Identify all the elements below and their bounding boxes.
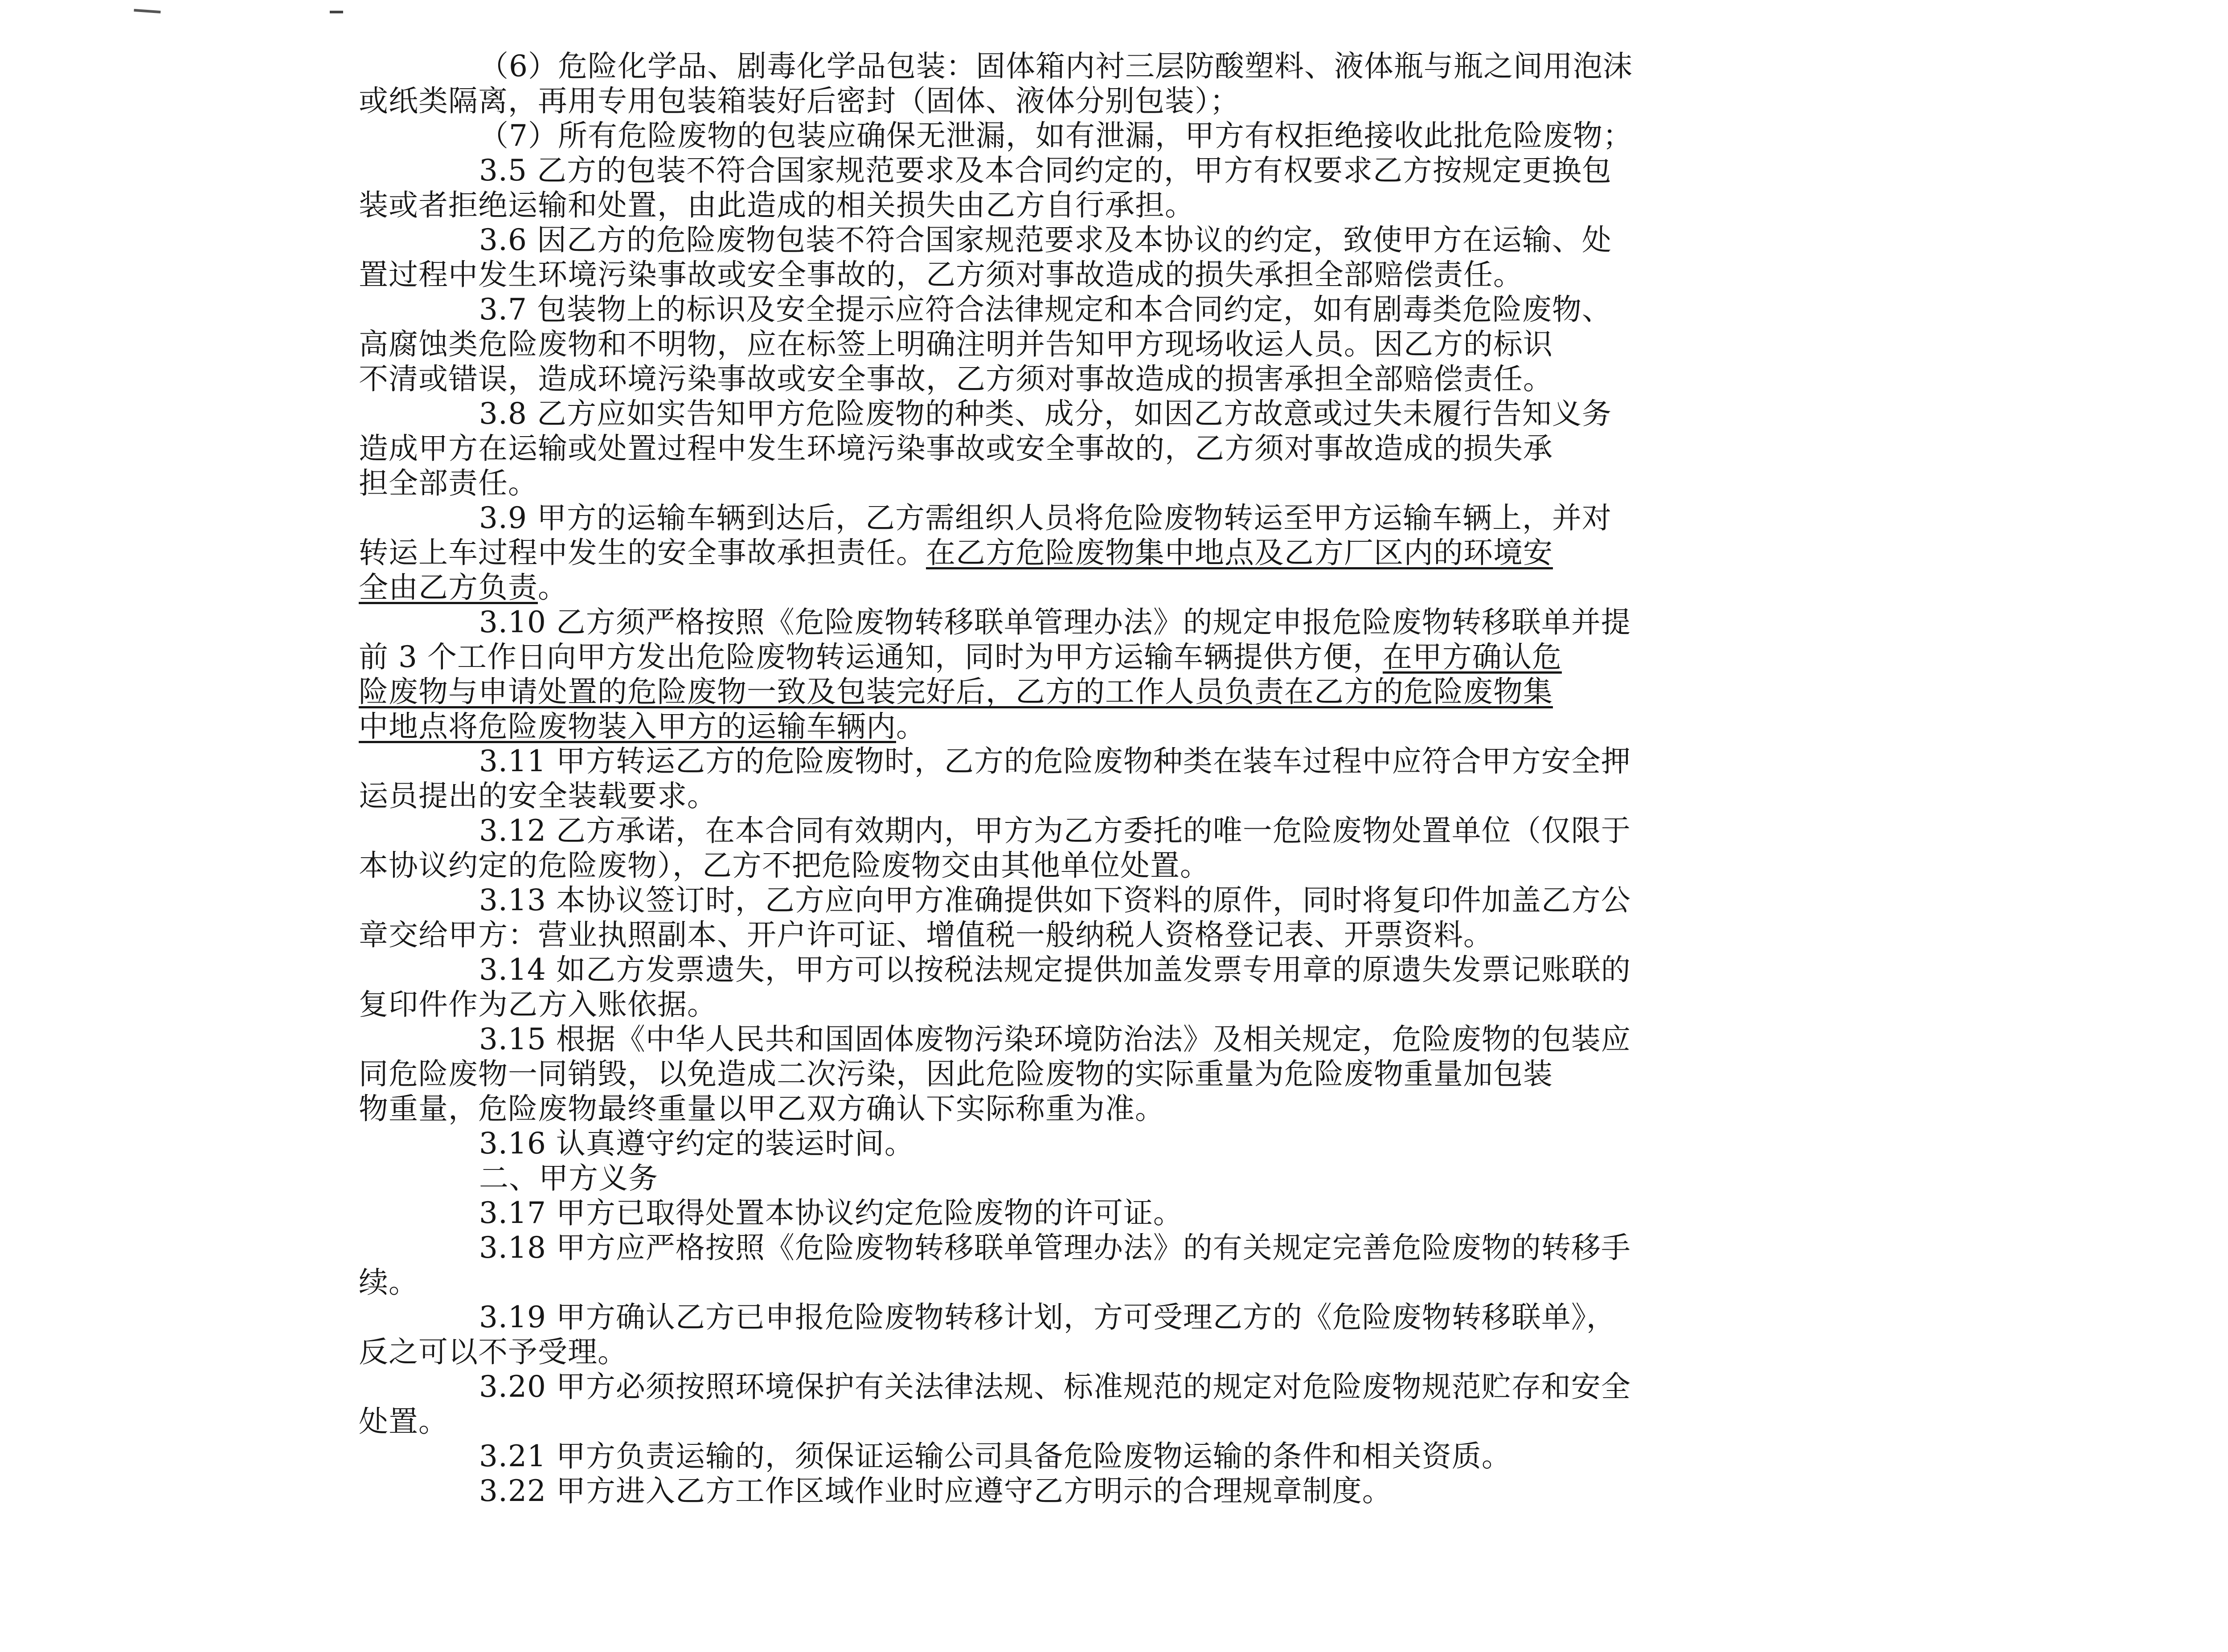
line-text: 本协议约定的危险废物），乙方不把危险废物交由其他单位处置。 [359, 848, 1210, 883]
line-text: 3.9 甲方的运输车辆到达后，乙方需组织人员将危险废物转运至甲方运输车辆上，并对 [479, 501, 1612, 535]
line-text: 3.5 乙方的包装不符合国家规范要求及本合同约定的，甲方有权要求乙方按规定更换包 [479, 153, 1612, 188]
text-line [359, 1300, 2228, 1335]
underlined-text: 中地点将危险废物装入甲方的运输车辆内 [359, 709, 896, 744]
line-text: 3.7 包装物上的标识及安全提示应符合法律规定和本合同约定，如有剧毒类危险废物、 [479, 292, 1612, 327]
line-text: 续。 [359, 1265, 418, 1300]
underlined-text: 全由乙方负责 [359, 570, 538, 605]
line-text: 造成甲方在运输或处置过程中发生环境污染事故或安全事故的，乙方须对事故造成的损失承 [359, 431, 1553, 466]
text-line [359, 605, 2228, 640]
text-line [359, 1022, 2228, 1057]
line-text: 3.22 甲方进入乙方工作区域作业时应遵守乙方明示的合理规章制度。 [479, 1474, 1392, 1508]
text-line [359, 744, 2228, 779]
line-text: 3.21 甲方负责运输的，须保证运输公司具备危险废物运输的条件和相关资质。 [479, 1439, 1511, 1473]
text-line [359, 431, 2228, 466]
text-line [359, 258, 2228, 292]
line-text: 3.11 甲方转运乙方的危险废物时，乙方的危险废物种类在装车过程中应符合甲方安全押 [479, 744, 1631, 778]
line-text: 3.15 根据《中华人民共和国固体废物污染环境防治法》及相关规定，危险废物的包装应 [479, 1022, 1631, 1056]
line-text: （7）所有危险废物的包装应确保无泄漏，如有泄漏，甲方有权拒绝接收此批危险废物； [479, 119, 1633, 153]
line-text: 3.18 甲方应严格按照《危险废物转移联单管理办法》的有关规定完善危险废物的转移手 [479, 1231, 1631, 1265]
text-line [359, 188, 2228, 223]
line-text: 章交给甲方：营业执照副本、开户许可证、增值税一般纳税人资格登记表、开票资料。 [359, 918, 1493, 952]
line-text: 反之可以不予受理。 [359, 1335, 627, 1369]
text-line [359, 987, 2228, 1022]
line-text: 3.10 乙方须严格按照《危险废物转移联单管理办法》的规定申报危险废物转移联单并提 [479, 605, 1631, 639]
document-body [359, 49, 2228, 1509]
line-text: 。 [896, 709, 926, 744]
line-text: 不清或错误，造成环境污染事故或安全事故，乙方须对事故造成的损害承担全部赔偿责任。 [359, 362, 1553, 396]
text-line [359, 1231, 2228, 1265]
underlined-text: 险废物与申请处置的危险废物一致及包装完好后，乙方的工作人员负责在乙方的危险废物集 [359, 675, 1553, 709]
text-line [359, 883, 2228, 918]
line-text: 前 3 个工作日向甲方发出危险废物转运通知，同时为甲方运输车辆提供方便， [359, 640, 1383, 674]
text-line [359, 223, 2228, 258]
line-text: 3.6 因乙方的危险废物包装不符合国家规范要求及本协议的约定，致使甲方在运输、处 [479, 223, 1612, 257]
line-text: 处置。 [359, 1404, 448, 1439]
text-line [359, 953, 2228, 987]
text-line [359, 1161, 2228, 1196]
text-line [359, 1335, 2228, 1370]
text-line [359, 1126, 2228, 1161]
text-line [359, 119, 2228, 153]
line-text: 3.14 如乙方发票遗失，甲方可以按税法规定提供加盖发票专用章的原遗失发票记账联的 [479, 953, 1631, 987]
text-line [359, 1092, 2228, 1126]
text-line [359, 1196, 2228, 1231]
line-text: 3.17 甲方已取得处置本协议约定危险废物的许可证。 [479, 1196, 1183, 1230]
text-line [359, 362, 2228, 397]
text-line [359, 918, 2228, 953]
line-text: 3.13 本协议签订时，乙方应向甲方准确提供如下资料的原件，同时将复印件加盖乙方公 [479, 883, 1631, 917]
text-line [359, 709, 2228, 744]
line-text: 。 [538, 570, 568, 605]
text-line [359, 501, 2228, 536]
text-line [359, 570, 2228, 605]
text-line [359, 327, 2228, 362]
line-text: 3.20 甲方必须按照环境保护有关法律法规、标准规范的规定对危险废物规范贮存和安全 [479, 1370, 1631, 1404]
text-line [359, 49, 2228, 84]
text-line [359, 1370, 2228, 1404]
line-text: 二、甲方义务 [479, 1161, 658, 1195]
text-line [359, 1057, 2228, 1092]
underlined-text: 在乙方危险废物集中地点及乙方厂区内的环境安 [926, 536, 1553, 570]
text-line [359, 779, 2228, 814]
text-line [359, 814, 2228, 848]
line-text: 复印件作为乙方入账依据。 [359, 987, 717, 1022]
line-text: 3.16 认真遵守约定的装运时间。 [479, 1126, 914, 1161]
line-text: 装或者拒绝运输和处置，由此造成的相关损失由乙方自行承担。 [359, 188, 1195, 222]
text-line [359, 640, 2228, 675]
line-text: 高腐蚀类危险废物和不明物，应在标签上明确注明并告知甲方现场收运人员。因乙方的标识 [359, 327, 1553, 361]
text-line [359, 466, 2228, 501]
line-text: 转运上车过程中发生的安全事故承担责任。 [359, 536, 926, 570]
text-line [359, 1265, 2228, 1300]
underlined-text: 在甲方确认危 [1382, 640, 1562, 674]
line-text: 同危险废物一同销毁，以免造成二次污染，因此危险废物的实际重量为危险废物重量加包装 [359, 1057, 1553, 1091]
text-line [359, 292, 2228, 327]
text-line [359, 675, 2228, 709]
line-text: 物重量，危险废物最终重量以甲乙双方确认下实际称重为准。 [359, 1092, 1165, 1126]
line-text: 置过程中发生环境污染事故或安全事故的，乙方须对事故造成的损失承担全部赔偿责任。 [359, 258, 1523, 292]
text-line [359, 1439, 2228, 1474]
text-line [359, 84, 2228, 119]
line-text: 运员提出的安全装载要求。 [359, 779, 717, 813]
text-line [359, 1474, 2228, 1509]
scan-artifact-mark [133, 9, 160, 20]
line-text: 3.8 乙方应如实告知甲方危险废物的种类、成分，如因乙方故意或过失未履行告知义务 [479, 397, 1612, 431]
line-text: 3.19 甲方确认乙方已申报危险废物转移计划，方可受理乙方的《危险废物转移联单》， [479, 1300, 1616, 1334]
line-text: 或纸类隔离，再用专用包装箱装好后密封（固体、液体分别包装）； [359, 84, 1240, 118]
text-line [359, 848, 2228, 883]
text-line [359, 536, 2228, 570]
text-line [359, 1404, 2228, 1439]
line-text: 3.12 乙方承诺，在本合同有效期内，甲方为乙方委托的唯一危险废物处置单位（仅限于 [479, 814, 1631, 848]
line-text: （6）危险化学品、剧毒化学品包装：固体箱内衬三层防酸塑料、液体瓶与瓶之间用泡沫 [479, 49, 1633, 83]
text-line [359, 153, 2228, 188]
line-text: 担全部责任。 [359, 466, 538, 500]
scan-artifact-mark [330, 11, 343, 17]
text-line [359, 397, 2228, 431]
